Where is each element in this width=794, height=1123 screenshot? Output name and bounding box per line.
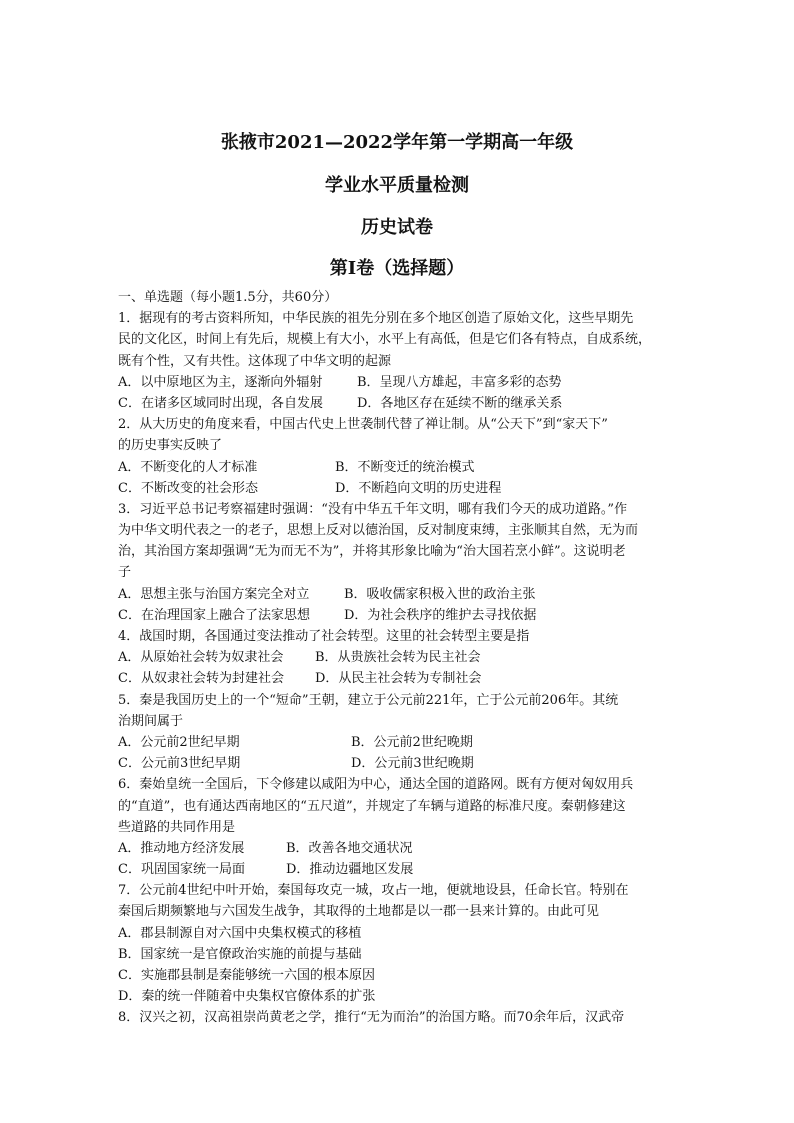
question-line: 4．战国时期，各国通过变法推动了社会转型。这里的社会转型主要是指 (118, 629, 530, 644)
question-line: 1．据现有的考古资料所知，中华民族的祖先分别在多个地区创造了原始文化，这些早期先 (118, 311, 634, 327)
question-3 (118, 499, 680, 626)
option-row (118, 584, 680, 605)
option-c: C．实施郡县制是秦能够统一六国的根本原因 (118, 968, 375, 983)
option-row (118, 838, 680, 859)
question-line: 的历史事实反映了 (118, 438, 223, 454)
question-5 (118, 690, 680, 775)
option-row (118, 753, 680, 774)
question-4 (118, 626, 680, 690)
option-d: D．为社会秩序的维护去寻找依据 (344, 607, 537, 623)
option-row (118, 859, 680, 880)
question-line: 为中华文明代表之一的老子，思想上反对以德治国，反对制度束缚，主张顺其自然，无为而 (118, 523, 639, 539)
option-row (118, 668, 680, 689)
option-a: A．郡县制源自对六国中央集权模式的移植 (118, 925, 362, 941)
question-line: 子 (118, 565, 132, 581)
option-a: A．推动地方经济发展 (118, 840, 245, 856)
option-d: D．不断趋向文明的历史进程 (335, 480, 502, 496)
option-row (118, 647, 680, 668)
question-2 (118, 414, 680, 499)
option-row (118, 605, 680, 626)
question-line: 的“直道”，也有通达西南地区的“五尺道”，并规定了车辆与道路的标准尺度。秦朝修建这 (118, 798, 626, 814)
question-1 (118, 308, 680, 414)
option-d: D．各地区存在延续不断的继承关系 (357, 395, 563, 411)
question-line: 民的文化区，时间上有先后，规模上有大小，水平上有高低，但是它们各有特点，自成系统， (118, 332, 652, 348)
option-b: B．从贵族社会转为民主社会 (315, 650, 481, 666)
option-row (118, 372, 680, 393)
subject-title: 历史试卷 (361, 217, 433, 238)
question-line: 秦国后期频繁地与六国发生战争，其取得的土地都是以一郡一县来计算的。由此可见 (118, 904, 600, 920)
option-c: C．在治理国家上融合了法家思想 (118, 607, 310, 623)
section-intro: 一、单选题（每小题1.5分，共60分） (118, 290, 338, 305)
question-line: 8．汉兴之初，汉高祖崇尚黄老之学，推行“无为而治”的治国方略。而70余年后，汉武帝 (118, 1010, 625, 1026)
option-b: B．呈现八方雄起，丰富多彩的态势 (357, 374, 562, 390)
option-row (118, 393, 680, 414)
option-d: D．从民主社会转为专制社会 (315, 671, 482, 687)
option-c: C．公元前3世纪早期 (118, 756, 241, 772)
exam-title: 张掖市2021—2022学年第一学期高一年级 (220, 132, 574, 153)
question-line: 2．从大历史的角度来看，中国古代史上世袭制代替了禅让制。从“公天下”到“家天下” (118, 417, 608, 433)
option-row (118, 732, 680, 753)
question-line: 6．秦始皇统一全国后，下令修建以咸阳为中心，通达全国的道路网。既有方便对匈奴用兵 (118, 777, 634, 793)
option-d: D．秦的统一伴随着中央集权官僚体系的扩张 (118, 989, 376, 1005)
question-line: 既有个性，又有共性。这体现了中华文明的起源 (118, 353, 392, 369)
option-a: A．以中原地区为主，逐渐向外辐射 (118, 374, 323, 390)
option-a: A．公元前2世纪早期 (118, 734, 240, 750)
option-c: C．从奴隶社会转为封建社会 (118, 671, 284, 687)
section-title: 第Ⅰ卷（选择题） (329, 258, 465, 279)
option-row (118, 478, 680, 499)
option-b: B．改善各地交通状况 (286, 840, 413, 856)
question-line: 治期间属于 (118, 713, 184, 729)
option-row (118, 457, 680, 478)
option-c: C．巩固国家统一局面 (118, 862, 245, 878)
option-b: B．公元前2世纪晚期 (351, 734, 473, 750)
question-line: 些道路的共同作用是 (118, 819, 236, 835)
question-line: 7．公元前4世纪中叶开始，秦国每攻克一城，攻占一地，便就地设县，任命长官。特别在 (118, 883, 629, 899)
question-line: 5．秦是我国历史上的一个“短命”王朝，建立于公元前221年，亡于公元前206年。其统 (118, 692, 619, 708)
option-c: C．不断改变的社会形态 (118, 480, 258, 496)
option-b: B．国家统一是官僚政治实施的前提与基础 (118, 946, 362, 962)
option-a: A．不断变化的人才标准 (118, 459, 258, 475)
exam-subtitle: 学业水平质量检测 (325, 175, 469, 196)
question-line: 治，其治国方案却强调“无为而无不为”，并将其形象比喻为“治大国若烹小鲜”。这说明老 (118, 544, 626, 560)
option-d: D．推动边疆地区发展 (286, 862, 414, 878)
question-7 (118, 880, 680, 1007)
option-a: A．思想主张与治国方案完全对立 (118, 586, 310, 602)
question-6 (118, 774, 680, 880)
question-body (118, 287, 680, 1029)
option-a: A．从原始社会转为奴隶社会 (118, 650, 284, 666)
option-d: D．公元前3世纪晚期 (351, 756, 474, 772)
option-b: B．吸收儒家积极入世的政治主张 (344, 586, 536, 602)
option-b: B．不断变迁的统治模式 (335, 459, 475, 475)
option-c: C．在诸多区域同时出现，各自发展 (118, 395, 323, 411)
question-8 (118, 1007, 680, 1028)
question-line: 3．习近平总书记考察福建时强调：“没有中华五千年文明，哪有我们今天的成功道路。”作 (118, 501, 628, 517)
